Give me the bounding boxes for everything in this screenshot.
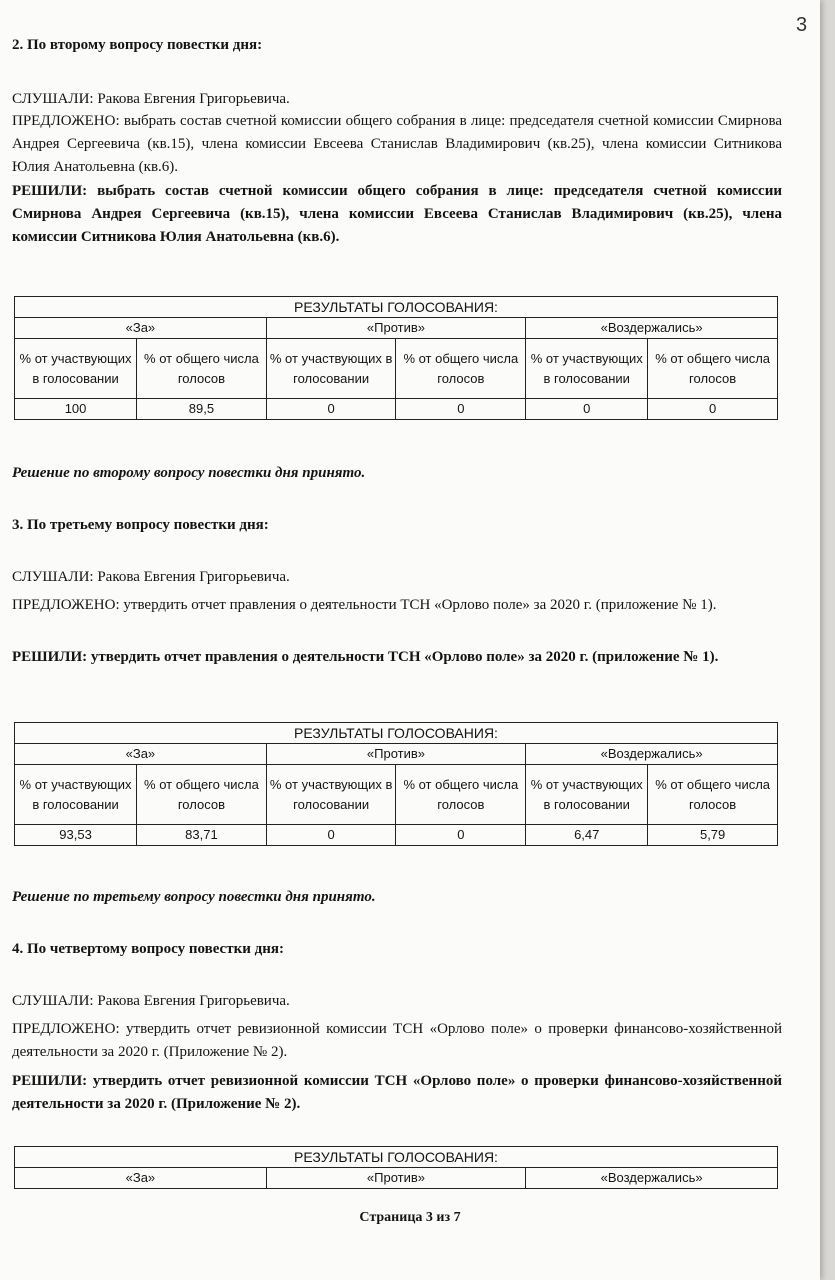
abstained-header: «Воздержались» <box>526 318 778 339</box>
against-header: «Против» <box>266 744 525 765</box>
abstained-header: «Воздержались» <box>526 1168 778 1189</box>
result-cell: 89,5 <box>137 399 267 420</box>
q4-proposed: ПРЕДЛОЖЕНО: утвердить отчет ревизионной комиссии ТСН «Орлово поле» о проверки финансово-хозяйственной деятельности за 2020 г. (Приложение № 2). <box>12 1021 782 1060</box>
col-pct-total: % от общего числа голосов <box>396 339 526 399</box>
result-cell: 0 <box>396 825 526 846</box>
page-footer: Страница 3 из 7 <box>359 1210 461 1225</box>
q4-decided: РЕШИЛИ: утвердить отчет ревизионной комиссии ТСН «Орлово поле» о проверки финансово-хозяйственной деятельности за 2020 г. (Приложение № 2). <box>12 1073 782 1112</box>
results-title: РЕЗУЛЬТАТЫ ГОЛОСОВАНИЯ: <box>15 297 778 318</box>
handwritten-page-number: 3 <box>796 14 808 36</box>
result-cell: 0 <box>648 399 778 420</box>
results-title: РЕЗУЛЬТАТЫ ГОЛОСОВАНИЯ: <box>15 723 778 744</box>
col-pct-participants: % от участвующих в голосовании <box>266 339 396 399</box>
for-header: «За» <box>15 1168 267 1189</box>
q4-results-table <box>14 1146 778 1189</box>
abstained-header: «Воздержались» <box>526 744 778 765</box>
result-cell: 93,53 <box>15 825 137 846</box>
q3-conclusion: Решение по третьему вопросу повестки дня принято. <box>12 889 376 905</box>
q3-results-table <box>14 722 778 846</box>
result-cell: 0 <box>266 825 396 846</box>
col-pct-total: % от общего числа голосов <box>648 339 778 399</box>
col-pct-participants: % от участвующих в голосовании <box>15 765 137 825</box>
against-header: «Против» <box>266 318 525 339</box>
q2-heading: 2. По второму вопросу повестки дня: <box>12 37 263 53</box>
q4-heading: 4. По четвертому вопросу повестки дня: <box>12 941 284 957</box>
col-pct-participants: % от участвующих в голосовании <box>526 339 648 399</box>
q2-listened: СЛУШАЛИ: Ракова Евгения Григорьевича. <box>12 91 290 107</box>
q4-listened: СЛУШАЛИ: Ракова Евгения Григорьевича. <box>12 993 290 1009</box>
col-pct-participants: % от участвующих в голосовании <box>526 765 648 825</box>
q2-decided: РЕШИЛИ: выбрать состав счетной комиссии общего собрания в лице: председателя счетной комиссии Смирнова Андрея Сергеевича (кв.15), члена комиссии Евсеева Станислав Владимирович (кв.25), члена комиссии Ситникова Юлия Анатольевна (кв.6). <box>12 183 782 245</box>
col-pct-total: % от общего числа голосов <box>137 765 267 825</box>
col-pct-participants: % от участвующих в голосовании <box>15 339 137 399</box>
result-cell: 0 <box>526 399 648 420</box>
q2-proposed: ПРЕДЛОЖЕНО: выбрать состав счетной комиссии общего собрания в лице: председателя счетной комиссии Смирнова Андрея Сергеевича (кв.15), члена комиссии Евсеева Станислав Владимирович (кв.25), члена комиссии Ситникова Юлия Анатольевна (кв.6). <box>12 113 782 175</box>
for-header: «За» <box>15 744 267 765</box>
result-cell: 0 <box>266 399 396 420</box>
col-pct-total: % от общего числа голосов <box>137 339 267 399</box>
results-title: РЕЗУЛЬТАТЫ ГОЛОСОВАНИЯ: <box>15 1147 778 1168</box>
q3-decided: РЕШИЛИ: утвердить отчет правления о деятельности ТСН «Орлово поле» за 2020 г. (приложение № 1). <box>12 649 719 665</box>
q3-heading: 3. По третьему вопросу повестки дня: <box>12 517 269 533</box>
against-header: «Против» <box>266 1168 525 1189</box>
col-pct-total: % от общего числа голосов <box>648 765 778 825</box>
result-cell: 83,71 <box>137 825 267 846</box>
q3-proposed: ПРЕДЛОЖЕНО: утвердить отчет правления о деятельности ТСН «Орлово поле» за 2020 г. (приложение № 1). <box>12 597 717 613</box>
q2-conclusion: Решение по второму вопросу повестки дня принято. <box>12 465 366 481</box>
result-cell: 5,79 <box>648 825 778 846</box>
result-cell: 0 <box>396 399 526 420</box>
result-cell: 100 <box>15 399 137 420</box>
col-pct-participants: % от участвующих в голосовании <box>266 765 396 825</box>
col-pct-total: % от общего числа голосов <box>396 765 526 825</box>
result-cell: 6,47 <box>526 825 648 846</box>
q2-results-table <box>14 296 778 420</box>
q3-listened: СЛУШАЛИ: Ракова Евгения Григорьевича. <box>12 569 290 585</box>
for-header: «За» <box>15 318 267 339</box>
